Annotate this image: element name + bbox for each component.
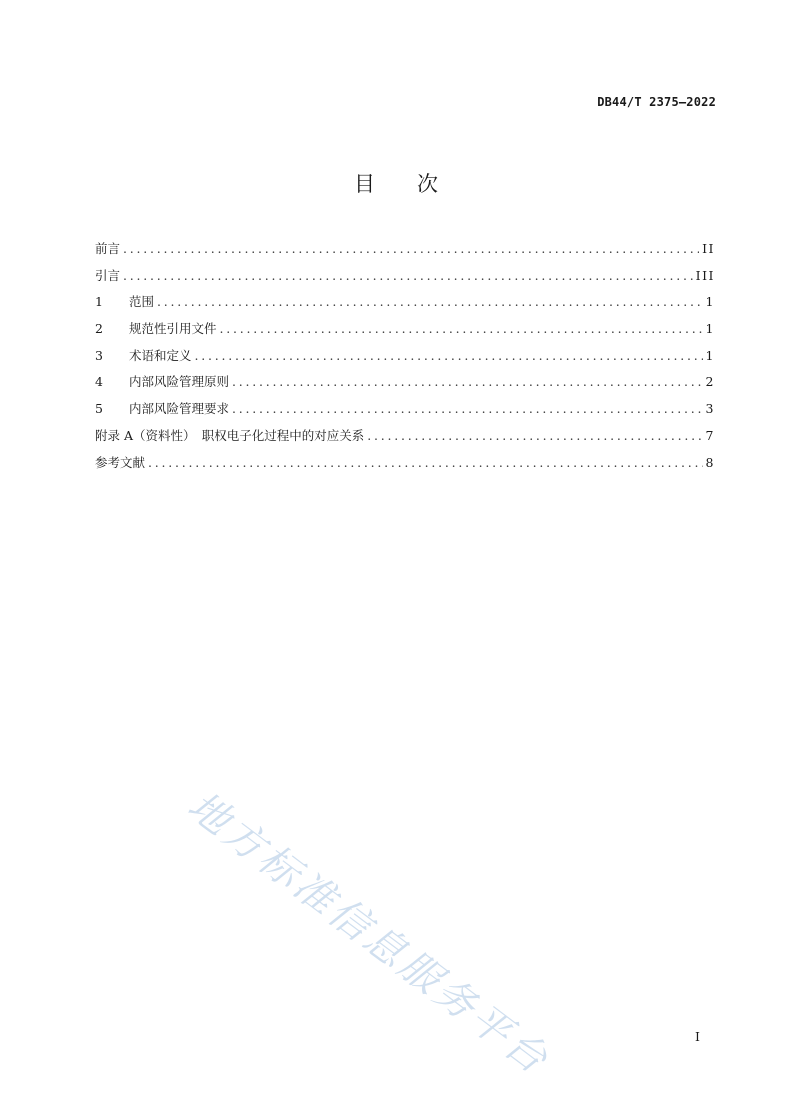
toc-entry-label: 术语和定义 bbox=[129, 347, 192, 363]
toc-entry-number: 2 bbox=[95, 321, 103, 337]
toc-title: 目次 bbox=[354, 172, 480, 196]
toc-list bbox=[95, 236, 715, 476]
toc-entry-label: 内部风险管理要求 bbox=[129, 401, 230, 417]
toc-entry-label: 规范性引用文件 bbox=[129, 321, 217, 337]
toc-entry-page: II bbox=[702, 241, 715, 256]
toc-leader-dots bbox=[367, 423, 702, 450]
toc-leader-dots bbox=[123, 263, 693, 290]
toc-entry-page: 8 bbox=[705, 454, 715, 470]
toc-entry-bibliography[interactable] bbox=[95, 450, 715, 477]
toc-entry-number: 4 bbox=[95, 374, 103, 390]
toc-entry-label-wrap bbox=[95, 289, 154, 316]
page-number: I bbox=[695, 1029, 700, 1044]
toc-leader-dots bbox=[157, 289, 703, 316]
toc-entry-page: 1 bbox=[705, 321, 715, 337]
toc-entry-scope[interactable] bbox=[95, 289, 715, 316]
toc-entry-page: 3 bbox=[705, 401, 715, 417]
toc-entry-normative-references[interactable] bbox=[95, 316, 715, 343]
toc-entry-label: 内部风险管理原则 bbox=[129, 374, 230, 390]
toc-entry-appendix-a[interactable] bbox=[95, 423, 715, 450]
toc-leader-dots bbox=[148, 450, 703, 477]
toc-entry-label-wrap bbox=[95, 316, 217, 343]
toc-entry-label-wrap bbox=[95, 396, 229, 423]
toc-entry-page: 2 bbox=[705, 374, 715, 390]
toc-entry-label: 引言 bbox=[95, 267, 121, 283]
toc-entry-page: 1 bbox=[705, 347, 715, 363]
toc-entry-number: 5 bbox=[95, 401, 103, 417]
toc-leader-dots bbox=[195, 343, 703, 370]
toc-entry-label: 附录 A（资料性） 职权电子化过程中的对应关系 bbox=[95, 427, 365, 443]
toc-entry-label: 前言 bbox=[95, 241, 121, 256]
standard-number: DB44/T 2375—2022 bbox=[597, 95, 716, 109]
toc-leader-dots bbox=[123, 236, 699, 263]
toc-entry-risk-principles[interactable] bbox=[95, 369, 715, 396]
toc-entry-page: III bbox=[695, 267, 715, 283]
toc-entry-number: 1 bbox=[95, 294, 103, 310]
toc-entry-terms-definitions[interactable] bbox=[95, 343, 715, 370]
toc-leader-dots bbox=[220, 316, 703, 343]
toc-entry-number: 3 bbox=[95, 347, 103, 363]
toc-entry-label-wrap bbox=[95, 343, 192, 370]
watermark: 地方标准信息服务平台 bbox=[179, 782, 559, 1085]
toc-leader-dots bbox=[232, 369, 703, 396]
toc-entry-label-wrap bbox=[95, 369, 229, 396]
toc-entry-label: 参考文献 bbox=[95, 454, 146, 470]
toc-entry-introduction[interactable] bbox=[95, 263, 715, 290]
toc-entry-risk-requirements[interactable] bbox=[95, 396, 715, 423]
toc-entry-foreword[interactable] bbox=[95, 236, 715, 263]
toc-entry-page: 1 bbox=[705, 294, 715, 310]
toc-leader-dots bbox=[232, 396, 703, 423]
toc-entry-page: 7 bbox=[705, 427, 715, 443]
toc-entry-label: 范围 bbox=[129, 294, 155, 310]
